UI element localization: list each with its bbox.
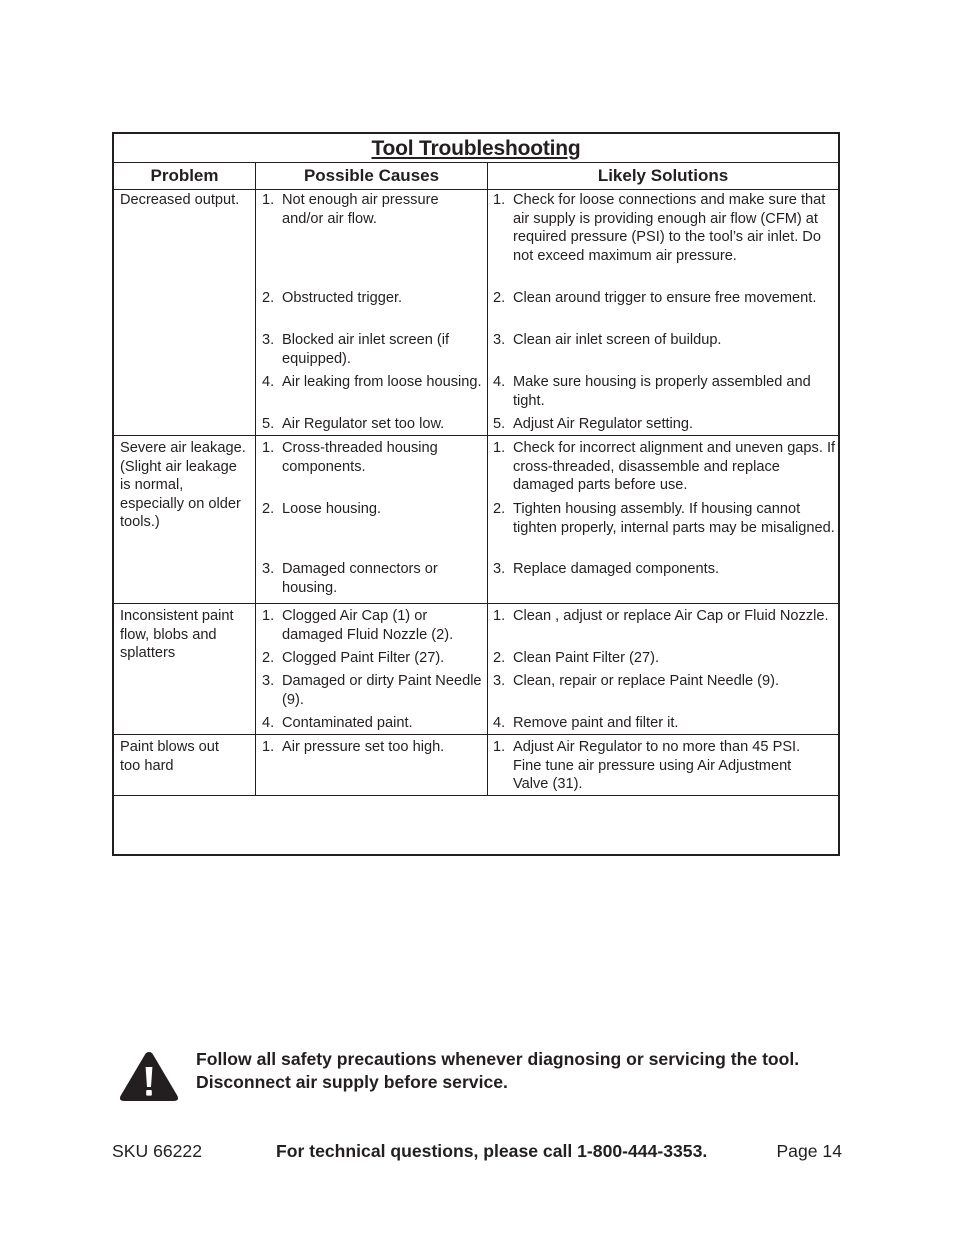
problem-cell: Inconsistent paint flow, blobs and splatters [120, 608, 234, 662]
table-title-row [114, 134, 838, 163]
item-number: 2. [262, 650, 275, 666]
item-number: 2. [493, 501, 506, 517]
safety-warning-text: Follow all safety precautions whenever diagnosing or servicing the tool. Disconnect air supply before service. [196, 1049, 800, 1092]
row-divider [114, 435, 838, 436]
header-possible-causes: Possible Causes [303, 166, 440, 185]
item-text: Contaminated paint. [282, 715, 413, 731]
item-text: Clean , adjust or replace Air Cap or Fluid Nozzle. [513, 608, 829, 624]
item-text: Blocked air inlet screen (if equipped). [282, 332, 450, 367]
item-text: Clean, repair or replace Paint Needle (9). [513, 673, 780, 689]
item-number: 2. [493, 290, 506, 306]
item-number: 1. [493, 608, 506, 624]
row-divider [114, 603, 838, 604]
column-divider [255, 162, 256, 796]
item-number: 1. [262, 440, 275, 456]
item-text: Clean around trigger to ensure free movement. [513, 290, 817, 306]
item-number: 3. [262, 332, 275, 348]
item-number: 3. [493, 673, 506, 689]
header-problem: Problem [150, 166, 219, 185]
sku-label: SKU 66222 [112, 1141, 202, 1161]
problem-cell: Severe air leakage. (Slight air leakage is normal, especially on older tools.) [120, 440, 246, 531]
item-number: 3. [262, 561, 275, 577]
item-text: Remove paint and filter it. [513, 715, 679, 731]
technical-support-text: For technical questions, please call 1-800-444-3353. [276, 1141, 708, 1161]
item-number: 1. [493, 739, 506, 755]
troubleshooting-table [112, 132, 840, 856]
item-number: 3. [493, 332, 506, 348]
item-text: Cross-threaded housing components. [282, 440, 438, 475]
item-number: 4. [493, 715, 506, 731]
item-text: Clean air inlet screen of buildup. [513, 332, 722, 348]
item-text: Not enough air pressure and/or air flow. [282, 192, 439, 227]
item-number: 2. [262, 501, 275, 517]
warning-triangle-icon [118, 1050, 180, 1103]
item-text: Air leaking from loose housing. [282, 374, 482, 390]
item-text: Air pressure set too high. [282, 739, 445, 755]
item-number: 3. [493, 561, 506, 577]
item-text: Damaged or dirty Paint Needle (9). [282, 673, 482, 708]
column-divider [487, 162, 488, 796]
item-number: 1. [262, 192, 275, 208]
item-text: Replace damaged components. [513, 561, 720, 577]
item-number: 2. [262, 290, 275, 306]
item-number: 5. [493, 416, 506, 432]
item-text: Loose housing. [282, 501, 381, 517]
row-divider [114, 795, 838, 796]
item-number: 4. [262, 374, 275, 390]
item-number: 1. [262, 608, 275, 624]
item-text: Adjust Air Regulator setting. [513, 416, 694, 432]
item-number: 4. [493, 374, 506, 390]
item-number: 1. [493, 440, 506, 456]
item-text: Clogged Air Cap (1) or damaged Fluid Nozzle (2). [282, 608, 454, 643]
table-header-row [114, 162, 838, 190]
problem-cell: Paint blows out too hard [120, 739, 219, 774]
item-text: Check for incorrect alignment and uneven gaps. If cross-threaded, disassemble and replace damaged parts before use. [513, 440, 836, 494]
item-number: 3. [262, 673, 275, 689]
item-text: Make sure housing is properly assembled and tight. [513, 374, 811, 409]
item-text: Air Regulator set too low. [282, 416, 445, 432]
item-number: 5. [262, 416, 275, 432]
item-number: 2. [493, 650, 506, 666]
item-text: Clean Paint Filter (27). [513, 650, 659, 666]
item-number: 1. [493, 192, 506, 208]
item-text: Damaged connectors or housing. [282, 561, 438, 596]
table-title: Tool Troubleshooting [371, 137, 581, 160]
item-text: Clogged Paint Filter (27). [282, 650, 445, 666]
row-divider [114, 734, 838, 735]
page-number: Page 14 [776, 1141, 842, 1161]
item-text: Tighten housing assembly. If housing cannot tighten properly, internal parts may be misaligned. [513, 501, 835, 536]
item-number: 4. [262, 715, 275, 731]
header-likely-solutions: Likely Solutions [597, 166, 729, 185]
item-text: Obstructed trigger. [282, 290, 403, 306]
item-number: 1. [262, 739, 275, 755]
item-text: Adjust Air Regulator to no more than 45 PSI. Fine tune air pressure using Air Adjustment Valve (31). [513, 739, 801, 793]
item-text: Check for loose connections and make sure that air supply is providing enough air flow (CFM) at required pressure (PSI) to the tool’s air inlet. Do not exceed maximum air pressure. [513, 192, 826, 264]
problem-cell: Decreased output. [120, 192, 240, 208]
